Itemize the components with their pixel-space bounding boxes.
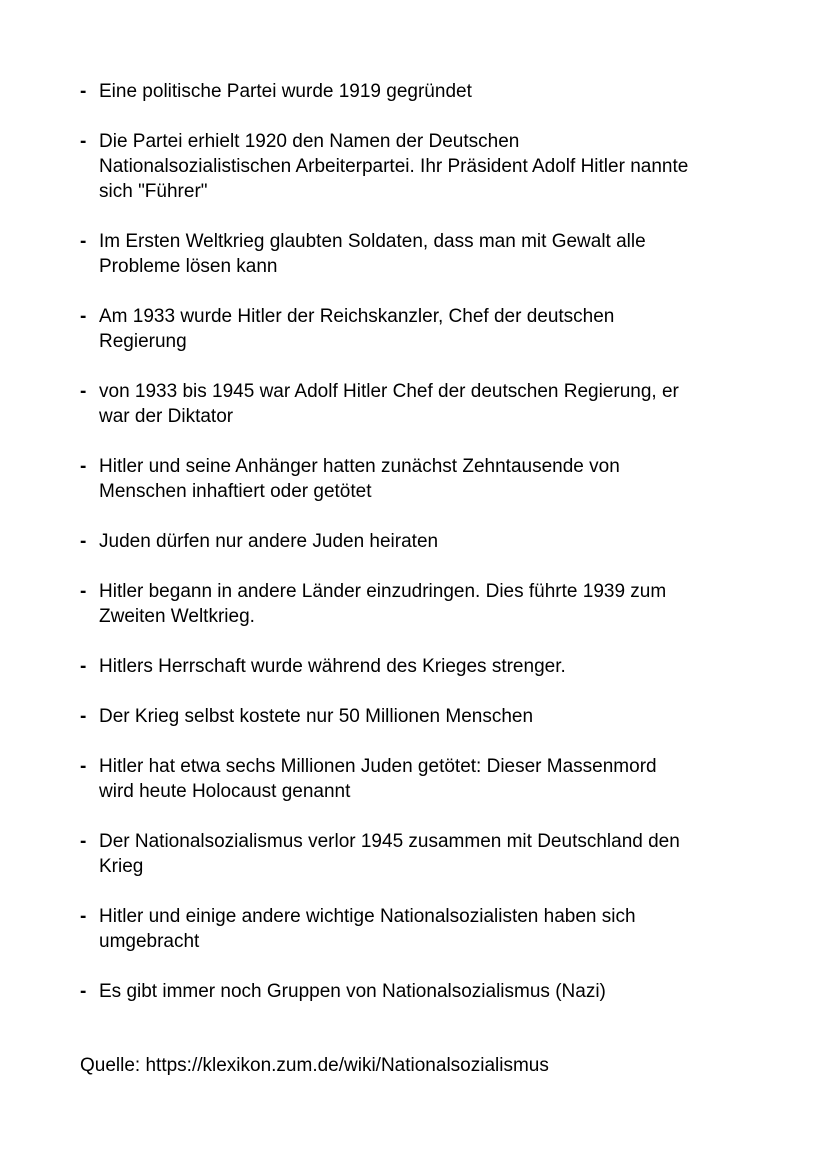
bullet-dash: - [80,906,87,927]
list-item-text: Am 1933 wurde Hitler der Reichskanzler, Chef der deutschen Regierung [99,306,615,352]
bullet-dash: - [80,756,87,777]
list-item-text: Hitlers Herrschaft wurde während des Krieges strenger. [99,656,566,677]
bullet-dash: - [80,456,87,477]
list-item [80,829,760,879]
bullet-dash: - [80,231,87,252]
bullet-dash: - [80,381,87,402]
list-item [80,379,760,429]
list-item [80,529,760,554]
list-item [80,579,760,629]
list-item [80,754,760,804]
bullet-dash: - [80,981,87,1002]
list-item [80,704,760,729]
bullet-dash: - [80,831,87,852]
source-citation: Quelle: https://klexikon.zum.de/wiki/Nationalsozialismus [80,1055,549,1076]
list-item-text: Die Partei erhielt 1920 den Namen der Deutschen Nationalsozialistischen Arbeiterpartei. Ihr Präsident Adolf Hitler nannte sich "Führer" [99,131,689,202]
bullet-dash: - [80,131,87,152]
list-item [80,454,760,504]
list-item-text: Der Nationalsozialismus verlor 1945 zusammen mit Deutschland den Krieg [99,831,680,877]
bullet-dash: - [80,531,87,552]
list-item [80,979,760,1004]
list-item [80,654,760,679]
list-item [80,79,760,104]
list-item-text: Hitler begann in andere Länder einzudringen. Dies führte 1939 zum Zweiten Weltkrieg. [99,581,667,627]
bullet-dash: - [80,306,87,327]
list-item-text: von 1933 bis 1945 war Adolf Hitler Chef der deutschen Regierung, er war der Diktator [99,381,679,427]
list-item-text: Juden dürfen nur andere Juden heiraten [99,531,439,552]
list-item [80,229,760,279]
list-item-text: Hitler hat etwa sechs Millionen Juden getötet: Dieser Massenmord wird heute Holocaust genannt [99,756,657,802]
list-item-text: Im Ersten Weltkrieg glaubten Soldaten, dass man mit Gewalt alle Probleme lösen kann [99,231,646,277]
list-item [80,904,760,954]
bullet-dash: - [80,581,87,602]
list-item-text: Es gibt immer noch Gruppen von Nationalsozialismus (Nazi) [99,981,606,1002]
list-item-text: Eine politische Partei wurde 1919 gegründet [99,81,472,102]
list-item-text: Hitler und einige andere wichtige Nationalsozialisten haben sich umgebracht [99,906,636,952]
bullet-list [80,79,760,1029]
list-item-text: Hitler und seine Anhänger hatten zunächst Zehntausende von Menschen inhaftiert oder getötet [99,456,620,502]
list-item-text: Der Krieg selbst kostete nur 50 Millionen Menschen [99,706,534,727]
bullet-dash: - [80,706,87,727]
bullet-dash: - [80,656,87,677]
list-item [80,129,760,204]
list-item [80,304,760,354]
bullet-dash: - [80,81,87,102]
